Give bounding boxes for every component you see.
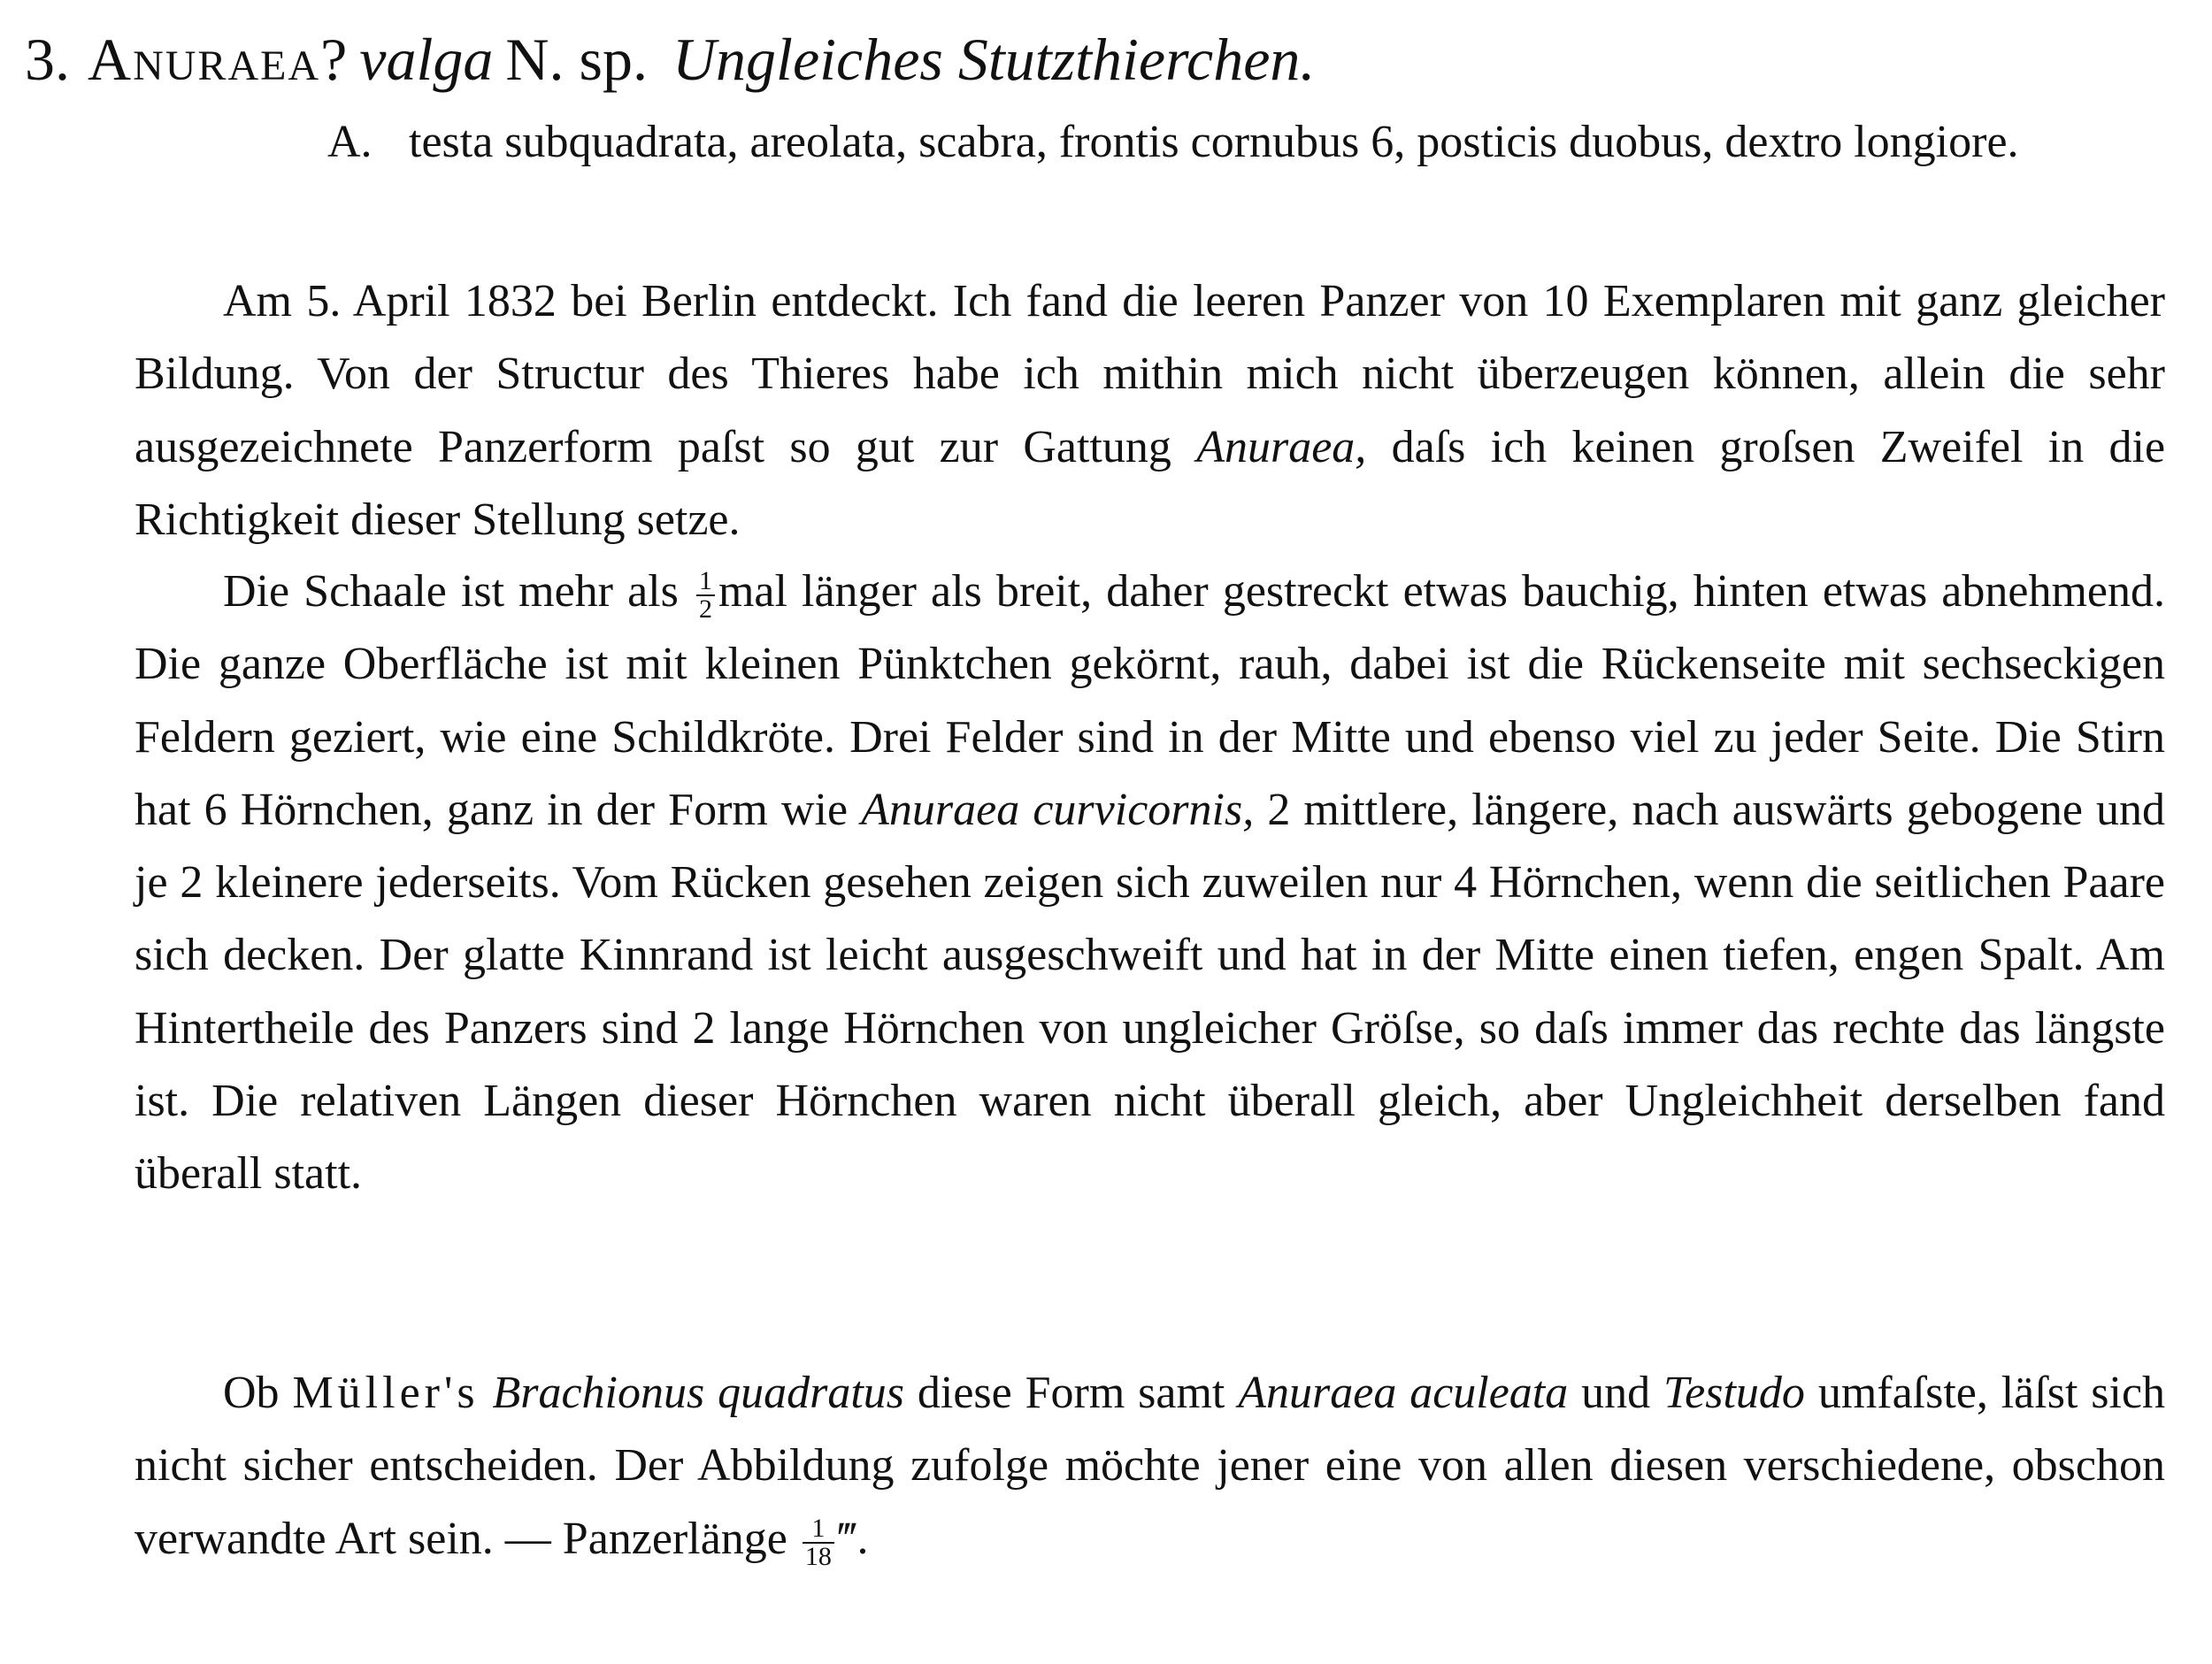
paragraph-discovery bbox=[134, 265, 2165, 556]
diagnosis-letter: A. bbox=[327, 117, 373, 167]
latin-diagnosis bbox=[327, 106, 2212, 179]
fraction-numerator: 1 bbox=[696, 568, 715, 596]
genus-name: Anuraea bbox=[88, 26, 321, 93]
paragraph-comparison bbox=[134, 1357, 2165, 1576]
paragraph2-species: Anuraea curvicornis, bbox=[861, 784, 1255, 835]
paragraph2-before: Die Schaale ist mehr als bbox=[223, 566, 679, 617]
species-heading bbox=[25, 19, 1315, 99]
paragraph1-text-after: daſs ich keinen groſsen Zweifel in die Richtigkeit dieser Stellung setze. bbox=[134, 421, 2166, 545]
paragraph3-italic1: Brachionus quadratus bbox=[492, 1368, 905, 1418]
paragraph3-italic3: Testudo bbox=[1663, 1368, 1805, 1418]
vernacular-name: Ungleiches Stutzthierchen. bbox=[672, 26, 1316, 93]
paragraph3-rest: umfaſste, läſst sich nicht sicher entscheiden. Der Abbildung zufolge möchte jener eine von allen diesen verschiedene, obschon verwandte Art sein. — Panzerlänge bbox=[134, 1368, 2166, 1564]
paragraph-description bbox=[134, 556, 2165, 1211]
species-name: valga bbox=[359, 26, 494, 93]
diagnosis-text: testa subquadrata, areolata, scabra, frontis cornubus 6, posticis duobus, dextro longiore. bbox=[409, 117, 2019, 167]
paragraph2-rest: 2 mittlere, längere, nach auswärts gebogene und je 2 kleinere jederseits. Vom Rücken gesehen zeigen sich zuweilen nur 4 Hörnchen, wenn die seitlichen Paare sich decken. Der glatte Kinnrand ist leicht ausgeschweift und hat in der Mitte einen tiefen, engen Spalt. Am Hintertheile des Panzers sind 2 lange Hörnchen von ungleicher Gröſse, so daſs immer das rechte das längste ist. Die relativen Längen dieser Hörnchen waren nicht überall gleich, aber Ungleichheit derselben fand überall statt. bbox=[134, 784, 2165, 1200]
paragraph1-text: Am 5. April 1832 bei Berlin entdeckt. Ich fand die leeren Panzer von 10 Exemplaren mit ganz gleicher Bildung. Von der Structur des Thieres habe ich mithin mich nicht überzeugen können, allein die sehr ausgezeichnete Panzerform paſst so gut zur Gattung bbox=[134, 276, 2165, 472]
paragraph3-italic2: Anuraea aculeata bbox=[1238, 1368, 1569, 1418]
length-fraction-numerator: 1 bbox=[803, 1515, 834, 1544]
query-mark: ? bbox=[320, 26, 348, 93]
length-fraction-denominator: 18 bbox=[804, 1541, 832, 1571]
paragraph1-genus: Anuraea, bbox=[1196, 421, 1367, 472]
paragraph2-after: mal länger als breit, daher gestreckt etwas bauchig, hinten etwas abnehmend. Die ganze Oberfläche ist mit kleinen Pünktchen gekörnt, rauh, dabei ist die Rückenseite mit sechseckigen Feldern geziert, wie eine Schildkröte. Drei Felder sind in der Mitte und ebenso viel zu jeder Seite. Die Stirn hat 6 Hörnchen, ganz in der Form wie bbox=[134, 566, 2165, 835]
paragraph3-mid1: diese Form samt bbox=[917, 1368, 1225, 1418]
half-fraction bbox=[696, 568, 715, 623]
paragraph3-end: ‴. bbox=[837, 1513, 869, 1564]
paragraph3-start: Ob bbox=[223, 1368, 280, 1418]
fraction-denominator: 2 bbox=[698, 594, 712, 625]
author-name: Müller's bbox=[292, 1368, 480, 1418]
new-species-mark: N. sp. bbox=[505, 26, 648, 93]
length-fraction bbox=[803, 1515, 834, 1570]
entry-number: 3. bbox=[25, 26, 70, 93]
paragraph3-mid2: und bbox=[1581, 1368, 1651, 1418]
